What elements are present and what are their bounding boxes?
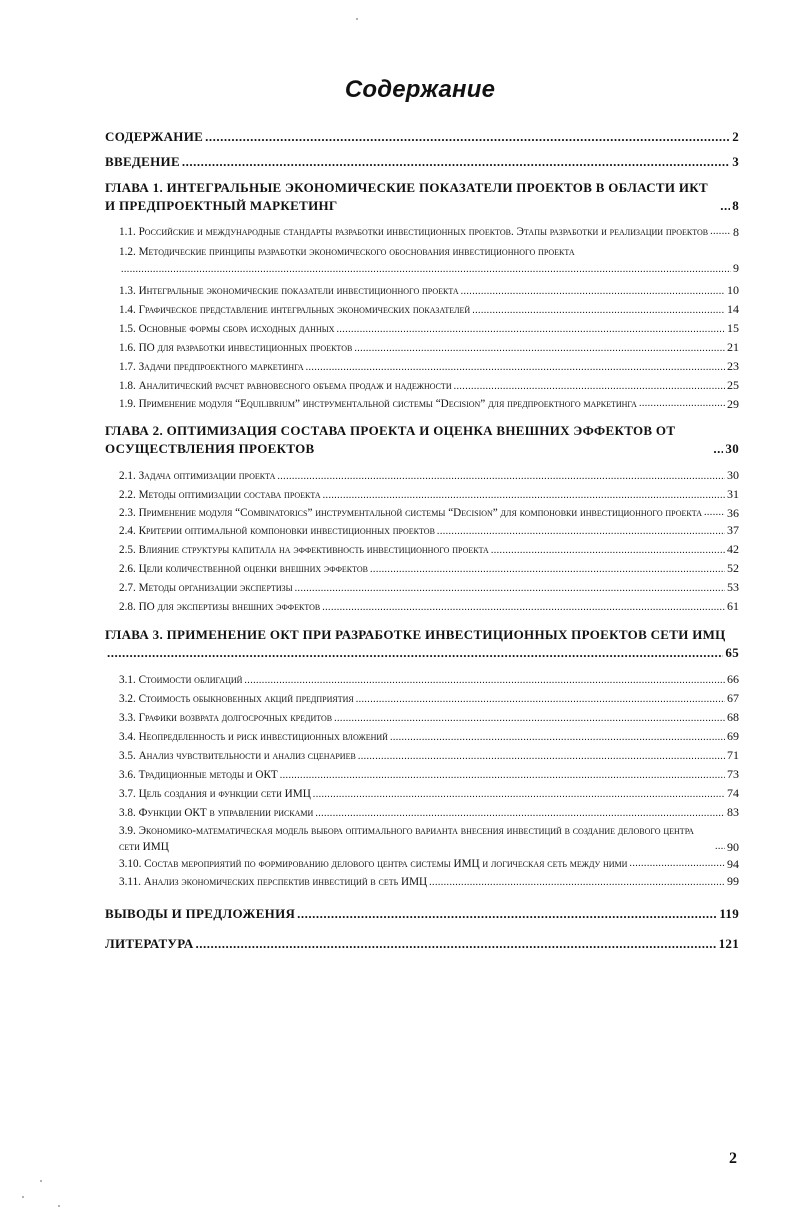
toc-entry-2-5[interactable] [119, 541, 739, 559]
toc-entry-page: 30 [727, 468, 739, 482]
toc-entry-page: 14 [727, 302, 739, 316]
toc-entry-title: 1.5. Основные формы сбора исходных данных [119, 323, 335, 335]
toc-entry-title: 2.4. Критерии оптимальной компоновки инвестиционных проектов [119, 525, 435, 537]
toc-entry-title: 1.8. Аналитический расчет равновесного объема продаж и надежности [119, 380, 452, 392]
toc-entry-title: 3.3. Графики возврата долгосрочных кредитов [119, 712, 333, 724]
toc-entry-2-4[interactable] [119, 522, 739, 540]
toc-entry-2-1[interactable] [119, 467, 739, 485]
toc-entry-title: 3.5. Анализ чувствительности и анализ сценариев [119, 750, 356, 762]
toc-entry-3-10[interactable] [119, 856, 739, 872]
toc-entry-3-3[interactable] [119, 709, 739, 727]
toc-entry-page: 23 [727, 359, 739, 373]
toc-entry-page: 15 [727, 321, 739, 335]
page-title: Содержание [344, 76, 496, 103]
toc-entry-page: 10 [727, 283, 739, 297]
leader-dots [196, 935, 717, 953]
toc-entry-title: СОДЕРЖАНИЕ [105, 129, 204, 144]
toc-entry-1-8[interactable] [119, 377, 739, 395]
toc-entry-3-9[interactable] [119, 823, 739, 855]
toc-entry-page: 94 [727, 857, 739, 871]
toc-entry-page: 37 [727, 523, 739, 537]
toc-entry-title: 2.2. Методы оптимизации состава проекта [119, 489, 321, 501]
leader-dots [297, 905, 717, 923]
leader-dots [182, 153, 730, 171]
toc-entry-3-11[interactable] [119, 873, 739, 891]
leader-dots [713, 440, 723, 458]
toc-chapter-title [105, 179, 718, 215]
page-number: 2 [729, 1150, 737, 1167]
toc-entry-title: ЛИТЕРАТУРА [105, 936, 194, 951]
toc-entry-page: 3 [732, 154, 739, 169]
toc-entry-introduction[interactable] [105, 153, 739, 171]
toc-entry-title: 3.11. Анализ экономических перспектив инвестиций в сеть ИМЦ [119, 876, 428, 888]
leader-dots [322, 600, 725, 616]
toc-entry-1-3[interactable] [119, 282, 739, 300]
leader-dots [437, 524, 725, 540]
toc-entry-2-6[interactable] [119, 560, 739, 578]
toc-entry-page: 74 [727, 786, 739, 800]
toc-entry-2-7[interactable] [119, 579, 739, 597]
toc-entry-title: 1.4. Графическое представление интегральных экономических показателей [119, 304, 471, 316]
leader-dots [639, 396, 725, 412]
leader-dots [454, 379, 725, 395]
toc-entry-page: 61 [727, 599, 739, 613]
toc-entry-3-8[interactable] [119, 804, 739, 822]
toc-entry-title: 2.8. ПО для экспертизы внешних эффектов [119, 601, 321, 613]
leader-dots [720, 197, 730, 215]
toc-entry-title: ВЫВОДЫ И ПРЕДЛОЖЕНИЯ [105, 906, 296, 921]
toc-entry-page: 30 [725, 441, 739, 456]
leader-dots [370, 562, 725, 578]
toc-entry-page: 8 [733, 225, 739, 239]
leader-dots [358, 749, 725, 765]
toc-entry-page: 66 [727, 672, 739, 686]
toc-entry-page: 42 [727, 542, 739, 556]
leader-dots [491, 543, 725, 559]
toc-entry-title: ВВЕДЕНИЕ [105, 154, 180, 169]
toc-entry-page: 99 [727, 874, 739, 888]
toc-entry-page: 119 [719, 906, 739, 921]
leader-dots [337, 322, 726, 338]
leader-dots [429, 875, 725, 891]
toc-entry-3-5[interactable] [119, 747, 739, 765]
toc-entry-page: 83 [727, 805, 739, 819]
leader-dots [323, 488, 725, 504]
toc-entry-contents[interactable] [105, 128, 739, 146]
toc-entry-page: 67 [727, 691, 739, 705]
toc-entry-title: 1.6. ПО для разработки инвестиционных проектов [119, 342, 353, 354]
toc-entry-title: 2.7. Методы организации экспертизы [119, 582, 293, 594]
toc-entry-title: 1.3. Интегральные экономические показатели инвестиционного проекта [119, 285, 459, 297]
toc-entry-conclusions[interactable] [105, 905, 739, 923]
toc-entry-1-5[interactable] [119, 320, 739, 338]
leader-dots [107, 644, 723, 662]
toc-entry-page: 68 [727, 710, 739, 724]
toc-entry-1-2[interactable] [119, 244, 739, 278]
toc-entry-page: 121 [718, 936, 739, 951]
toc-entry-page: 9 [733, 261, 739, 275]
toc-chapter-title: ГЛАВА 2. ОПТИМИЗАЦИЯ СОСТАВА ПРОЕКТА И ОЦЕНКА ВНЕШНИХ ЭФФЕКТОВ ОТ ОСУЩЕСТВЛЕНИЯ ПРОЕКТОВ [105, 423, 676, 456]
toc-entry-page: 36 [727, 506, 739, 520]
leader-dots [306, 360, 725, 376]
leader-dots [244, 673, 725, 689]
toc-entry-3-1[interactable] [119, 671, 739, 689]
toc-entry-2-8[interactable] [119, 598, 739, 616]
toc-entry-title: 3.2. Стоимость обыкновенных акций предприятия [119, 693, 354, 705]
leader-dots [354, 341, 725, 357]
toc-entry-1-6[interactable] [119, 339, 739, 357]
toc-entry-title: 2.1. Задача оптимизации проекта [119, 470, 276, 482]
leader-dots [356, 692, 725, 708]
scan-speck [40, 1180, 42, 1182]
toc-entry-page: 65 [725, 645, 739, 660]
toc-entry-title: 3.9. Экономико-математическая модель выбора оптимального варианта внесения инвестиций в создание делового центра сети ИМЦ [119, 825, 694, 853]
toc-entry-3-7[interactable] [119, 785, 739, 803]
toc-entry-3-6[interactable] [119, 766, 739, 784]
toc-entry-title: 3.4. Неопределенность и риск инвестиционных вложений [119, 731, 388, 743]
scan-speck [58, 1205, 60, 1207]
leader-dots [315, 806, 725, 822]
toc-entry-page: 2 [732, 129, 739, 144]
toc-entry-2-2[interactable] [119, 486, 739, 504]
toc-entry-title: 3.7. Цель создания и функции сети ИМЦ [119, 788, 311, 800]
toc-entry-title: 3.1. Стоимости облигаций [119, 674, 243, 686]
toc-entry-page: 29 [727, 397, 739, 411]
toc-entry-1-4[interactable] [119, 301, 739, 319]
toc-entry-page: 73 [727, 767, 739, 781]
scan-speck [356, 18, 358, 20]
leader-dots [715, 839, 725, 855]
leader-dots [390, 730, 725, 746]
toc-entry-page: 90 [727, 840, 739, 854]
toc-chapter-2[interactable] [105, 422, 739, 458]
toc-entry-1-7[interactable] [119, 358, 739, 376]
leader-dots [629, 856, 725, 872]
toc-chapter-title: ГЛАВА 3. ПРИМЕНЕНИЕ ОКТ ПРИ РАЗРАБОТКЕ ИНВЕСТИЦИОННЫХ ПРОЕКТОВ СЕТИ ИМЦ [105, 627, 726, 642]
toc-chapter-3[interactable] [105, 626, 739, 662]
toc-entry-2-3[interactable] [119, 505, 739, 521]
leader-dots [277, 469, 725, 485]
toc-chapter-title-text: ГЛАВА 1. ИНТЕГРАЛЬНЫЕ ЭКОНОМИЧЕСКИЕ ПОКАЗАТЕЛИ ПРОЕКТОВ В ОБЛАСТИ ИКТ И ПРЕДПРОЕКТНЫЙ МАРКЕТИНГ [105, 180, 708, 213]
toc-entry-title: 1.7. Задачи предпроектного маркетинга [119, 361, 304, 373]
toc-entry-title: 3.8. Функции ОКТ в управлении рисками [119, 807, 314, 819]
toc-entry-title: 1.9. Применение модуля “Equilibrium” инструментальной системы “Decision” для предпроектного маркетинга [119, 398, 637, 410]
leader-dots [472, 303, 725, 319]
leader-dots [710, 224, 731, 240]
leader-dots [704, 505, 725, 521]
toc-entry-3-2[interactable] [119, 690, 739, 708]
toc-entry-title: 3.6. Традиционные методы и ОКТ [119, 769, 278, 781]
toc-entry-title: 2.6. Цели количественной оценки внешних эффектов [119, 563, 369, 575]
toc-entry-page: 8 [732, 198, 739, 213]
leader-dots [280, 768, 725, 784]
toc-entry-1-1[interactable] [119, 224, 739, 240]
toc-entry-title: 3.10. Состав мероприятий по формированию делового центра системы ИМЦ и логическая сеть между ними [119, 858, 628, 870]
toc-entry-literature[interactable] [105, 935, 739, 953]
toc-entry-page: 53 [727, 580, 739, 594]
leader-dots [334, 711, 725, 727]
toc-entry-1-9[interactable] [119, 396, 739, 412]
leader-dots [205, 128, 730, 146]
toc-entry-page: 71 [727, 748, 739, 762]
scan-speck [22, 1196, 24, 1198]
toc-entry-title: 2.5. Влияние структуры капитала на эффективность инвестиционного проекта [119, 544, 489, 556]
toc-entry-3-4[interactable] [119, 728, 739, 746]
toc-entry-title: 2.3. Применение модуля “Combinatorics” инструментальной системы “Decision” для компоновки инвестиционного проекта [119, 507, 702, 519]
leader-dots [461, 284, 725, 300]
toc-entry-page: 52 [727, 561, 739, 575]
leader-dots [121, 262, 731, 278]
toc-chapter-1[interactable] [105, 179, 739, 215]
toc-entry-page: 25 [727, 378, 739, 392]
toc-entry-page: 31 [727, 487, 739, 501]
leader-dots [313, 787, 725, 803]
toc-entry-page: 21 [727, 340, 739, 354]
table-of-contents [105, 126, 739, 953]
toc-entry-title: 1.2. Методические принципы разработки экономического обоснования инвестиционного проекта [119, 246, 575, 258]
toc-entry-title: 1.1. Российские и международные стандарты разработки инвестиционных проектов. Этапы разработки и реализации проектов [119, 226, 709, 238]
toc-entry-page: 69 [727, 729, 739, 743]
leader-dots [295, 581, 725, 597]
